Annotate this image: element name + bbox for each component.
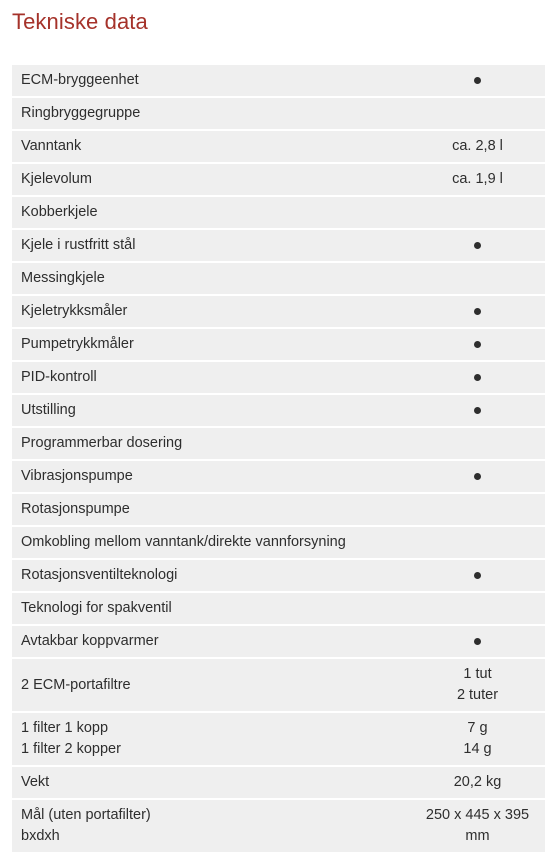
spec-label [12, 494, 410, 525]
spec-label-line: Kjele i rustfritt stål [21, 237, 136, 253]
spec-label-line: Omkobling mellom vanntank/direkte vannforsyning [21, 534, 346, 550]
spec-label [12, 800, 410, 852]
spec-row [12, 197, 545, 228]
spec-row [12, 263, 545, 294]
spec-row [12, 395, 545, 426]
spec-row [12, 230, 545, 261]
spec-row [12, 65, 545, 96]
spec-value [410, 362, 545, 393]
spec-row [12, 164, 545, 195]
spec-row [12, 329, 545, 360]
spec-value [410, 659, 545, 711]
bullet-icon [474, 473, 481, 480]
spec-label-line: Kjelevolum [21, 171, 92, 187]
bullet-icon [474, 341, 481, 348]
spec-value [410, 527, 545, 558]
spec-label [12, 362, 410, 393]
spec-label [12, 767, 410, 798]
spec-value [410, 461, 545, 492]
spec-label [12, 659, 410, 711]
spec-label [12, 197, 410, 228]
spec-label-line: Rotasjonspumpe [21, 501, 130, 517]
spec-value [410, 428, 545, 459]
spec-value-line: 250 x 445 x 395 [425, 807, 530, 823]
spec-label-line: 2 ECM-portafiltre [21, 676, 131, 693]
spec-label-line: Programmerbar dosering [21, 435, 183, 451]
spec-row [12, 296, 545, 327]
spec-value [410, 197, 545, 228]
spec-row [12, 626, 545, 657]
spec-value-line: mm [465, 828, 490, 844]
spec-label-line: Messingkjele [21, 270, 105, 286]
spec-label [12, 131, 410, 162]
spec-row [12, 560, 545, 591]
spec-value [410, 263, 545, 294]
spec-table-body [12, 65, 545, 852]
bullet-icon [474, 77, 481, 84]
spec-label-line: ECM-bryggeenhet [21, 72, 139, 88]
spec-label [12, 263, 410, 294]
spec-value [410, 395, 545, 426]
page-title: Tekniske data [12, 9, 148, 34]
spec-value [410, 230, 545, 261]
spec-row [12, 428, 545, 459]
spec-value-line: 1 tut [463, 666, 492, 682]
spec-value [410, 626, 545, 657]
spec-row [12, 527, 545, 558]
spec-value [410, 593, 545, 624]
spec-row [12, 767, 545, 798]
spec-row [12, 659, 545, 711]
spec-row [12, 800, 545, 852]
bullet-icon [474, 407, 481, 414]
spec-label [12, 395, 410, 426]
spec-label [12, 560, 410, 591]
spec-value [410, 98, 545, 129]
spec-label [12, 230, 410, 261]
bullet-icon [474, 308, 481, 315]
spec-row [12, 131, 545, 162]
spec-value [410, 713, 545, 765]
spec-value [410, 296, 545, 327]
bullet-icon [474, 572, 481, 579]
spec-value-line: 14 g [463, 741, 492, 757]
spec-label-line: Vibrasjonspumpe [21, 468, 133, 484]
spec-label [12, 98, 410, 129]
spec-label-line: 1 filter 1 kopp [21, 720, 109, 736]
spec-value-line: 2 tuter [456, 687, 499, 703]
spec-label-line: Kobberkjele [21, 204, 98, 220]
spec-label [12, 329, 410, 360]
spec-label-line: bxdxh [21, 828, 60, 844]
spec-label [12, 296, 410, 327]
spec-value [410, 131, 545, 162]
spec-label [12, 65, 410, 96]
spec-value [410, 800, 545, 852]
spec-label [12, 428, 410, 459]
spec-label-line: Mål (uten portafilter) [21, 807, 151, 823]
spec-row [12, 713, 545, 765]
spec-label [12, 164, 410, 195]
bullet-icon [474, 638, 481, 645]
spec-table [12, 63, 545, 854]
bullet-icon [474, 242, 481, 249]
spec-value-line: 20,2 kg [453, 774, 502, 790]
bullet-icon [474, 374, 481, 381]
spec-label-line: Ringbryggegruppe [21, 105, 141, 121]
spec-label [12, 713, 410, 765]
spec-label-line: Kjeletrykksmåler [21, 303, 128, 319]
spec-row [12, 494, 545, 525]
spec-value-line: 7 g [467, 720, 488, 736]
spec-row [12, 98, 545, 129]
spec-value [410, 65, 545, 96]
spec-row [12, 593, 545, 624]
spec-label-line: Vanntank [21, 138, 82, 154]
spec-label-line: Teknologi for spakventil [21, 600, 172, 616]
spec-row [12, 461, 545, 492]
spec-label [12, 527, 410, 558]
spec-label [12, 593, 410, 624]
spec-label-line: PID-kontroll [21, 369, 97, 385]
spec-value-line: ca. 1,9 l [452, 171, 503, 187]
spec-label-line: Vekt [21, 774, 50, 790]
spec-value [410, 767, 545, 798]
spec-label-line: Pumpetrykkmåler [21, 336, 134, 352]
spec-value [410, 494, 545, 525]
spec-value [410, 164, 545, 195]
spec-label-line: Utstilling [21, 402, 76, 418]
spec-value [410, 560, 545, 591]
spec-label-line: Avtakbar koppvarmer [21, 633, 159, 649]
spec-label-line: Rotasjonsventilteknologi [21, 567, 178, 583]
spec-label [12, 461, 410, 492]
spec-value [410, 329, 545, 360]
spec-label [12, 626, 410, 657]
spec-label-line: 1 filter 2 kopper [21, 741, 121, 757]
spec-value-line: ca. 2,8 l [452, 138, 503, 154]
spec-row [12, 362, 545, 393]
